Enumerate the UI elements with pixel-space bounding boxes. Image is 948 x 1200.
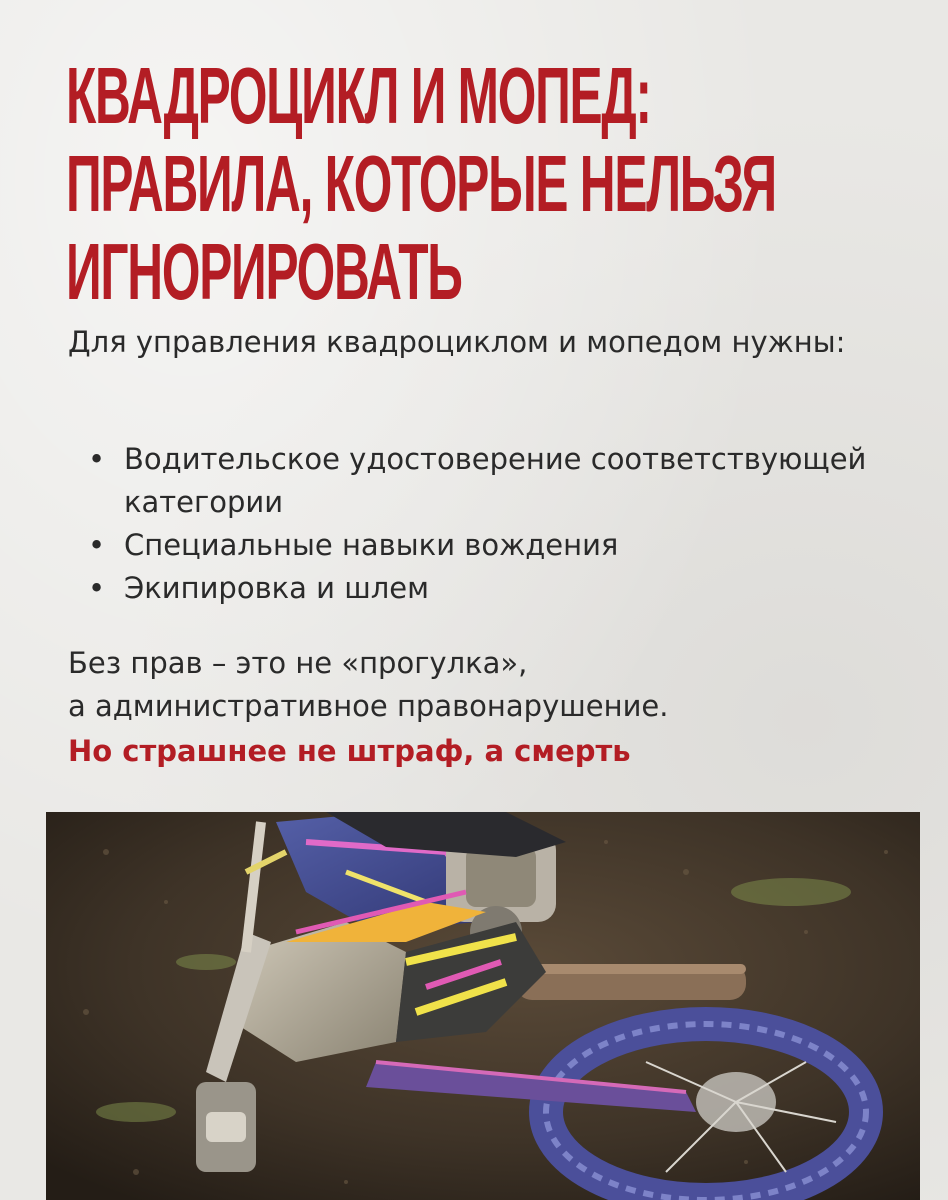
note-text <box>68 642 908 728</box>
warning-text: Но страшнее не штраф, а смерть <box>68 734 631 768</box>
list-item <box>88 567 888 610</box>
note-line: Без прав – это не «прогулка», <box>68 646 528 680</box>
intro-text: Для управления квадроциклом и мопедом нужны: <box>68 325 846 359</box>
list-item-text: Специальные навыки вождения <box>124 528 619 562</box>
exhaust-pipe <box>516 964 746 1000</box>
title-line: ПРАВИЛА, КОТОРЫЕ НЕЛЬЗЯ <box>66 139 776 228</box>
title-line: КВАДРОЦИКЛ И МОПЕД: <box>66 51 651 140</box>
list-item <box>88 438 888 524</box>
requirements-list <box>88 438 888 610</box>
title-line: ИГНОРИРОВАТЬ <box>66 227 462 316</box>
bullet-icon: • <box>88 528 106 562</box>
note-line: а административное правонарушение. <box>68 689 669 723</box>
page-title <box>66 51 776 316</box>
crashed-dirt-bike-photo <box>46 812 920 1200</box>
list-item-text: Экипировка и шлем <box>124 571 430 605</box>
list-item-text: Водительское удостоверение соответствующей категории <box>124 442 867 519</box>
bullet-icon: • <box>88 442 106 476</box>
dirt-bike-illustration <box>46 812 920 1200</box>
list-item <box>88 524 888 567</box>
bullet-icon: • <box>88 571 106 605</box>
